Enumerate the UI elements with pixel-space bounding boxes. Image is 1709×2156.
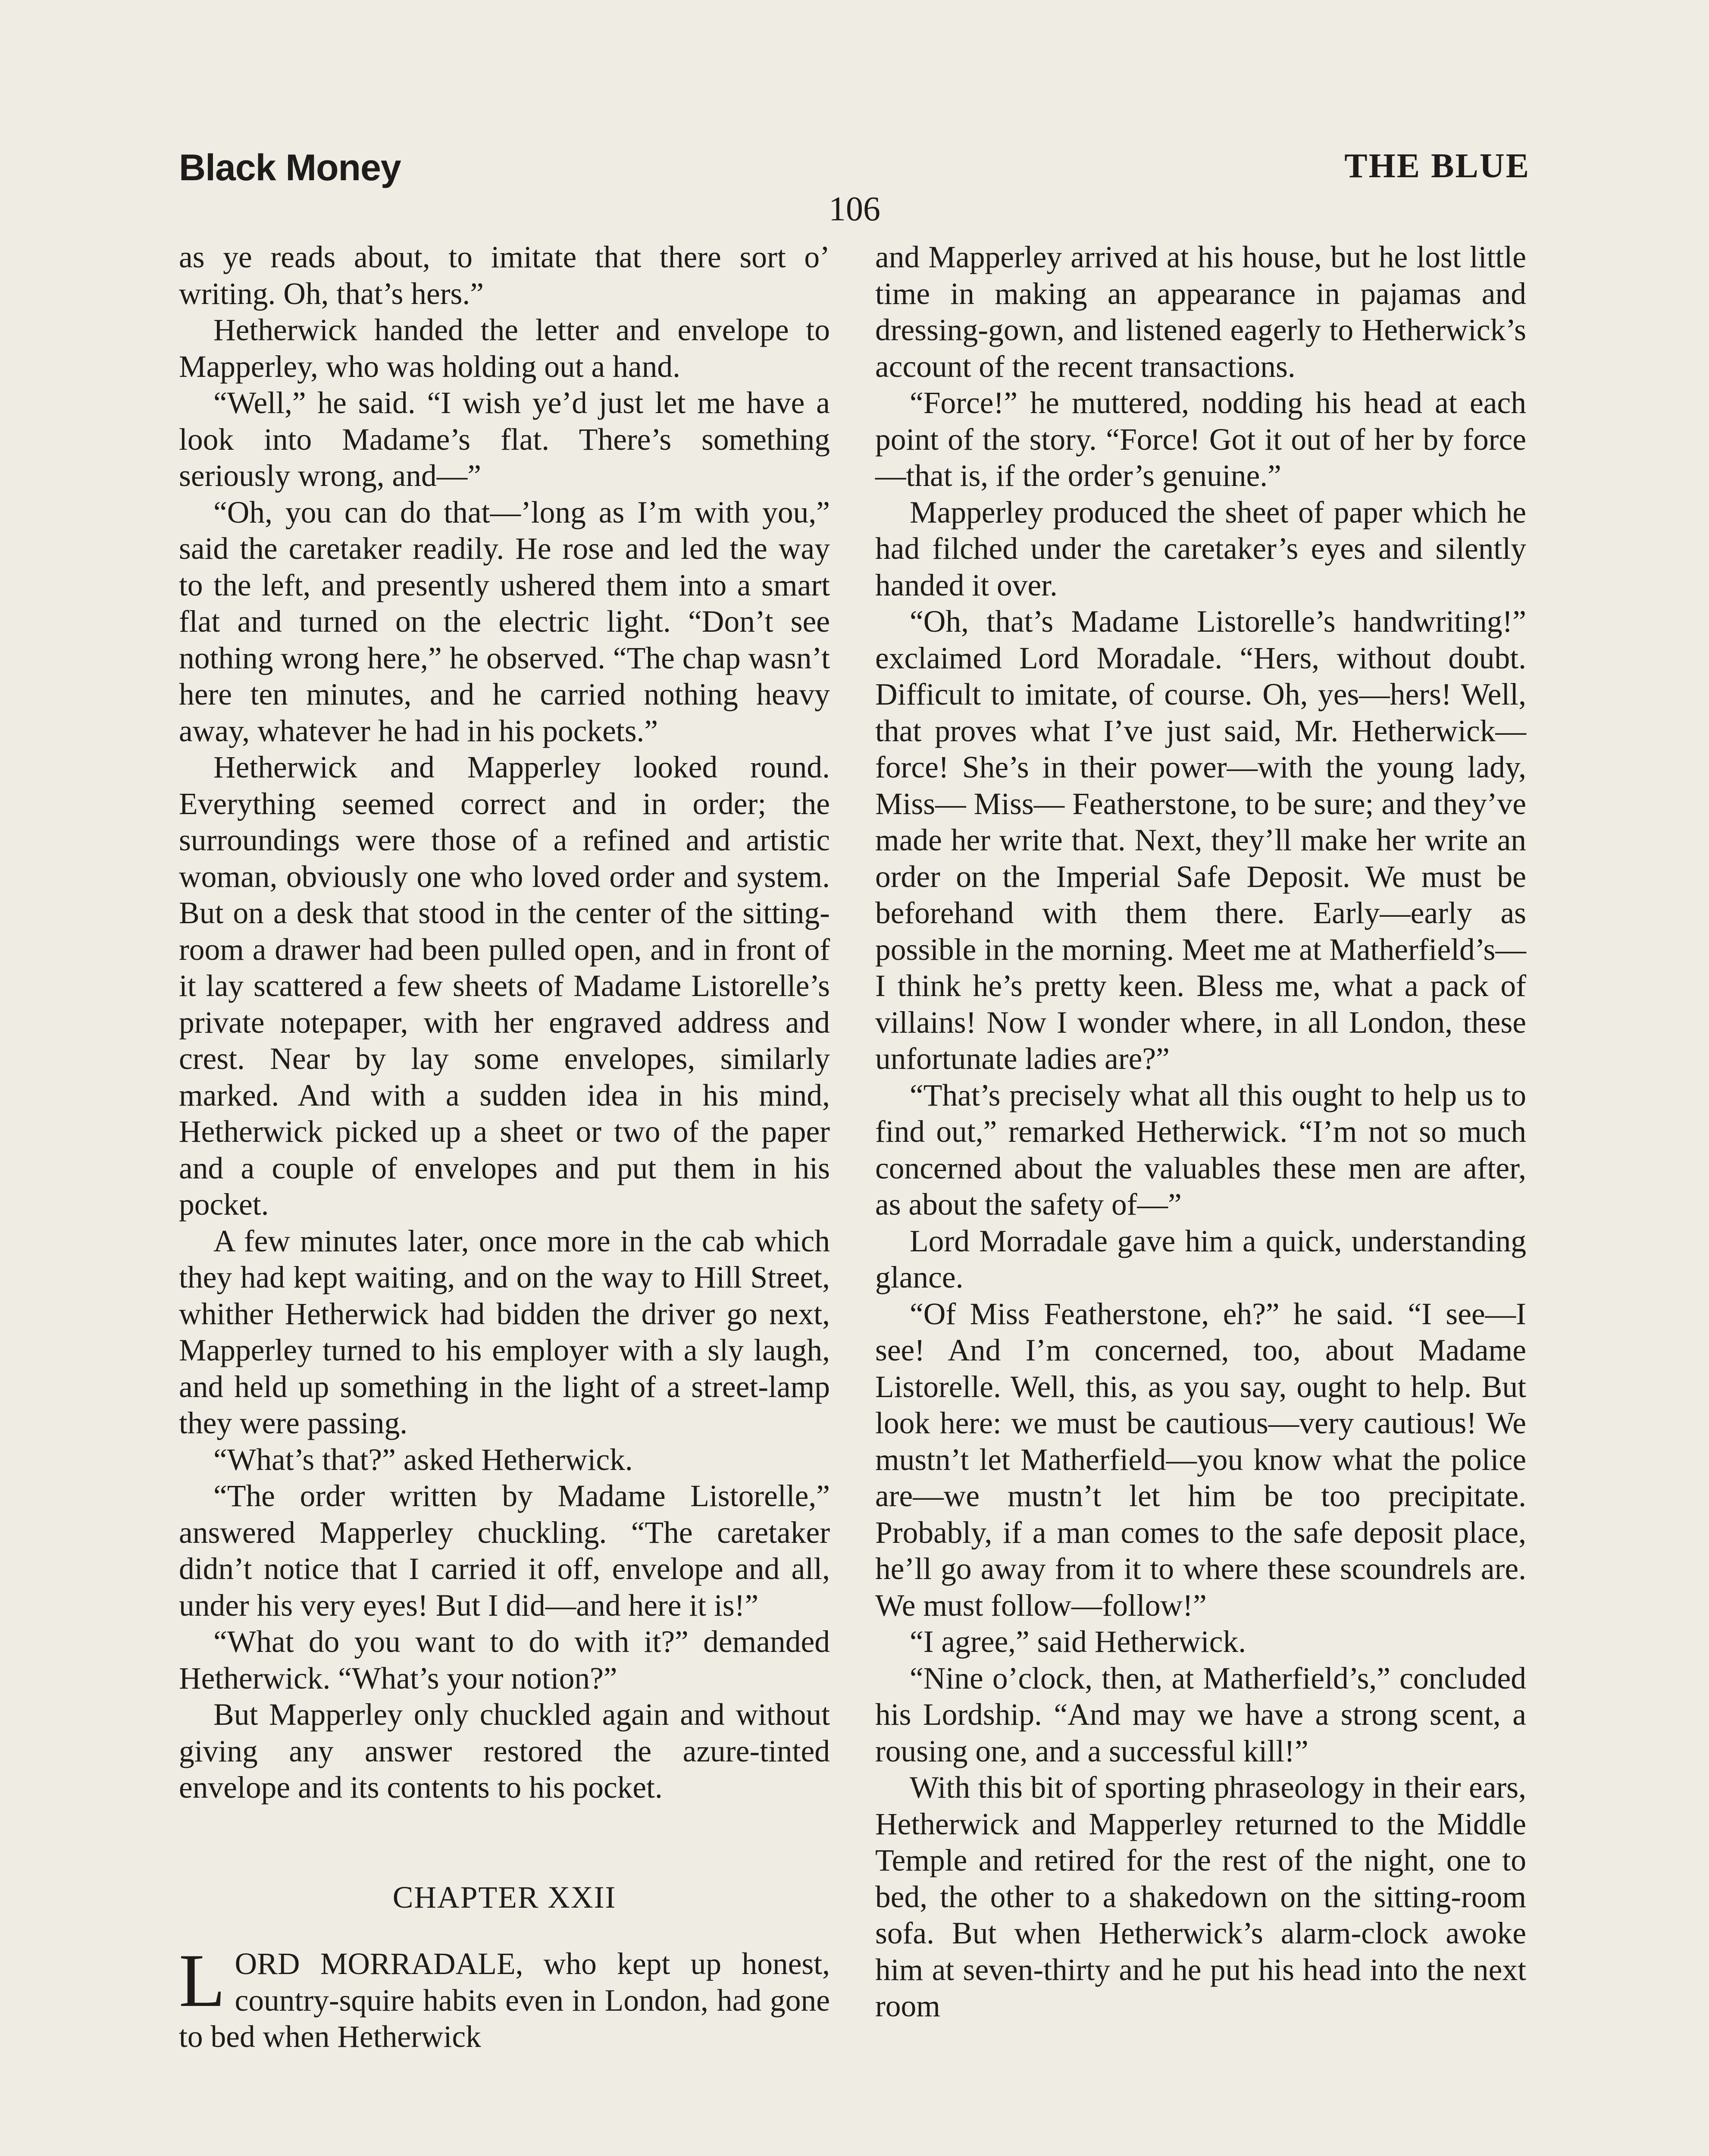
paragraph: Hetherwick handed the letter and envelope to Mapperley, who was holding out a hand. [179,313,830,384]
magazine-title: THE BLUE [1344,147,1530,185]
paragraph: “The order written by Madame Listorelle,” answered Mapperley chuckling. “The caretaker didn’t notice that I carried it off, envelope and all, under his very eyes! But I did—and here it is!” [179,1479,830,1623]
chapter-heading: CHAPTER XXII [392,1880,617,1915]
paragraph: Mapperley produced the sheet of paper which he had filched under the caretaker’s eyes and silently handed it over. [875,495,1526,602]
paragraph: “Oh, that’s Madame Listorelle’s handwriting!” exclaimed Lord Moradale. “Hers, without doubt. Difficult to imitate, of course. Oh, yes—hers! Well, that proves what I’ve just said, Mr. Hetherwick—force! She’s in their power—with the young lady, Miss— Miss— Featherstone, to be sure; and they’ve made her write that. Next, they’ll make her write an order on the Imperial Safe Deposit. We must be beforehand with them there. Early—early as possible in the morning. Meet me at Matherfield’s—I think he’s pretty keen. Bless me, what a pack of villains! Now I wonder where, in all London, these unfortunate ladies are?” [875,605,1526,1076]
paragraph: With this bit of sporting phraseology in their ears, Hetherwick and Mapperley returned to the Middle Temple and retired for the rest of the night, one to bed, the other to a shakedown on the sitting-room sofa. But when Hetherwick’s alarm-clock awoke him at seven-thirty and he put his head into the next room [875,1771,1526,2023]
paragraph: Hetherwick and Mapperley looked round. Everything seemed correct and in order; the surroundings were those of a refined and artistic woman, obviously one who loved order and system. But on a desk that stood in the center of the sitting-room a drawer had been pulled open, and in front of it lay scattered a few sheets of Madame Listorelle’s private notepaper, with her engraved address and crest. Near by lay some envelopes, similarly marked. And with a sudden idea in his mind, Hetherwick picked up a sheet or two of the paper and a couple of envelopes and put them in his pocket. [179,750,830,1222]
paragraph: “That’s precisely what all this ought to help us to find out,” remarked Hetherwick. “I’m not so much concerned about the valuables these men are after, as about the safety of—” [875,1078,1526,1222]
drop-cap: L [179,1939,225,2023]
paragraph: “Of Miss Featherstone, eh?” he said. “I see—I see! And I’m concerned, too, about Madame Listorelle. Well, this, as you say, ought to help. But look here: we must be cautious—very cautious! We mustn’t let Matherfield—you know what the police are—we mustn’t let him be too precipitate. Probably, if a man comes to the safe deposit place, he’ll go away from it to where these scoundrels are. We must follow—follow!” [875,1297,1526,1623]
chapter-opening-paragraph [179,1939,830,2056]
paragraph: “Nine o’clock, then, at Matherfield’s,” concluded his Lordship. “And may we have a strong scent, a rousing one, and a successful kill!” [875,1661,1526,1768]
paragraph: A few minutes later, once more in the cab which they had kept waiting, and on the way to Hill Street, whither Hetherwick had bidden the driver go next, Mapperley turned to his employer with a sly laugh, and held up something in the light of a street-lamp they were passing. [179,1224,830,1440]
paragraph: “What do you want to do with it?” demanded Hetherwick. “What’s your notion?” [179,1625,830,1695]
left-column [179,239,830,2056]
paragraph: “Well,” he said. “I wish ye’d just let me have a look into Madame’s flat. There’s something seriously wrong, and—” [179,386,830,493]
paragraph: as ye reads about, to imitate that there sort o’ writing. Oh, that’s hers.” [179,240,830,311]
paragraph: “I agree,” said Hetherwick. [910,1625,1246,1659]
story-title: Black Money [179,147,401,188]
paragraph: and Mapperley arrived at his house, but he lost little time in making an appearance in pajamas and dressing-gown, and listened eagerly to Hetherwick’s account of the recent transactions. [875,240,1526,384]
paragraph: But Mapperley only chuckled again and without giving any answer restored the azure-tinted envelope and its contents to his pocket. [179,1698,830,1805]
paragraph: “What’s that?” asked Hetherwick. [213,1442,633,1477]
paragraph: “Oh, you can do that—’long as I’m with you,” said the caretaker readily. He rose and led the way to the left, and presently ushered them into a smart flat and turned on the electric light. “Don’t see nothing wrong here,” he observed. “The chap wasn’t here ten minutes, and he carried nothing heavy away, whatever he had in his pockets.” [179,495,830,748]
paragraph: “Force!” he muttered, nodding his head at each point of the story. “Force! Got it out of her by force—that is, if the order’s genuine.” [875,386,1526,493]
chapter-opening-text: ORD MORRADALE, who kept up honest, country-squire habits even in London, had gone to bed when Hetherwick [179,1947,830,2054]
page-number: 106 [829,190,880,228]
right-column [875,239,1526,2025]
paragraph: Lord Morradale gave him a quick, understanding glance. [875,1224,1526,1294]
